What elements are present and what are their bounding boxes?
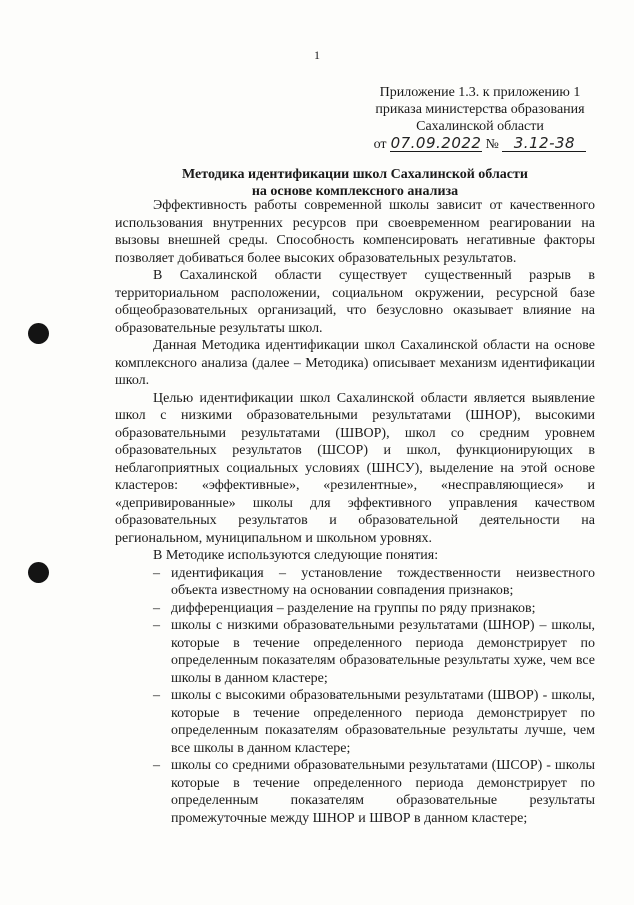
page-number: 1 <box>314 48 320 62</box>
definition-text: идентификация – установление тождественности неизвестного объекта известному на основании совпадения признаков; <box>171 565 595 598</box>
number-label: № <box>485 137 499 152</box>
from-label: от <box>373 137 387 152</box>
list-item <box>115 617 595 687</box>
list-dash: – <box>153 758 160 773</box>
appendix-line-3: Сахалинской области <box>416 119 544 134</box>
list-dash: – <box>153 565 160 581</box>
paragraph: В Сахалинской области существует существенный разрыв в территориальном расположении, социальном окружении, ресурсной базе общеобразовательных организаций, что безусловно оказывает влияние на образовательные результаты школ. <box>115 268 595 336</box>
paragraph: Эффективность работы современной школы зависит от качественного использования внутренних ресурсов при своевременном реагировании на вызовы внешней среды. Способность компенсировать негативные факторы позволяет добиваться более высоких образовательных результатов. <box>115 198 595 266</box>
list-item <box>115 600 595 618</box>
definitions-list <box>115 565 595 828</box>
definition-text: дифференциация – разделение на группы по ряду признаков; <box>171 600 536 616</box>
title-line-2: на основе комплексного анализа <box>251 184 459 199</box>
paragraph: В Методике используются следующие понятия: <box>153 548 439 563</box>
definition-text: школы со средними образовательными результатами (ШСОР) - школы которые в течение определенного периода демонстрирует по определенным показателям образовательные результаты промежуточные между ШНОР и ШВОР в данном кластере; <box>171 758 595 826</box>
appendix-header <box>360 84 600 153</box>
paragraph: Данная Методика идентификации школ Сахалинской области на основе комплексного анализа (далее – Методика) описывает механизм идентификации школ. <box>115 338 595 388</box>
list-dash: – <box>153 600 160 616</box>
document-body <box>115 197 595 827</box>
document-title <box>115 166 595 200</box>
punch-hole-top <box>28 323 49 344</box>
list-item <box>115 565 595 600</box>
handwritten-date: 07.09.2022 <box>390 134 482 152</box>
list-dash: – <box>153 688 160 703</box>
list-dash: – <box>153 618 160 633</box>
title-line-1: Методика идентификации школ Сахалинской области <box>182 167 528 182</box>
order-date-number <box>360 135 600 153</box>
punch-hole-bottom <box>28 562 49 583</box>
list-item <box>115 687 595 757</box>
appendix-line-1: Приложение 1.3. к приложению 1 <box>379 85 581 100</box>
paragraph: Целью идентификации школ Сахалинской области является выявление школ с низкими образовательными результатами (ШНОР), высокими образовательными результатами (ШВОР), школ со средним уровнем образовательных результатов (ШСОР) и школ, функционирующих в неблагоприятных социальных условиях (ШНСУ), выделение на этой основе кластеров: «эффективные», «резилентные», «несправляющиеся» и «депривированные» школы для эффективного управления качеством образовательных результатов и образовательной деятельности на региональном, муниципальном и школьном уровнях. <box>115 390 595 546</box>
appendix-line-2: приказа министерства образования <box>375 102 585 117</box>
list-item <box>115 757 595 827</box>
handwritten-number: 3.12-38 <box>502 135 586 152</box>
definition-text: школы с высокими образовательными результатами (ШВОР) - школы, которые в течение определенного периода демонстрирует по определенным показателям образовательные результаты лучше, чем все школы в данном кластере; <box>171 688 595 756</box>
definition-text: школы с низкими образовательными результатами (ШНОР) – школы, которые в течение определенного периода демонстрирует по определенным показателям образовательные результаты хуже, чем все школы в данном кластере; <box>171 618 595 686</box>
